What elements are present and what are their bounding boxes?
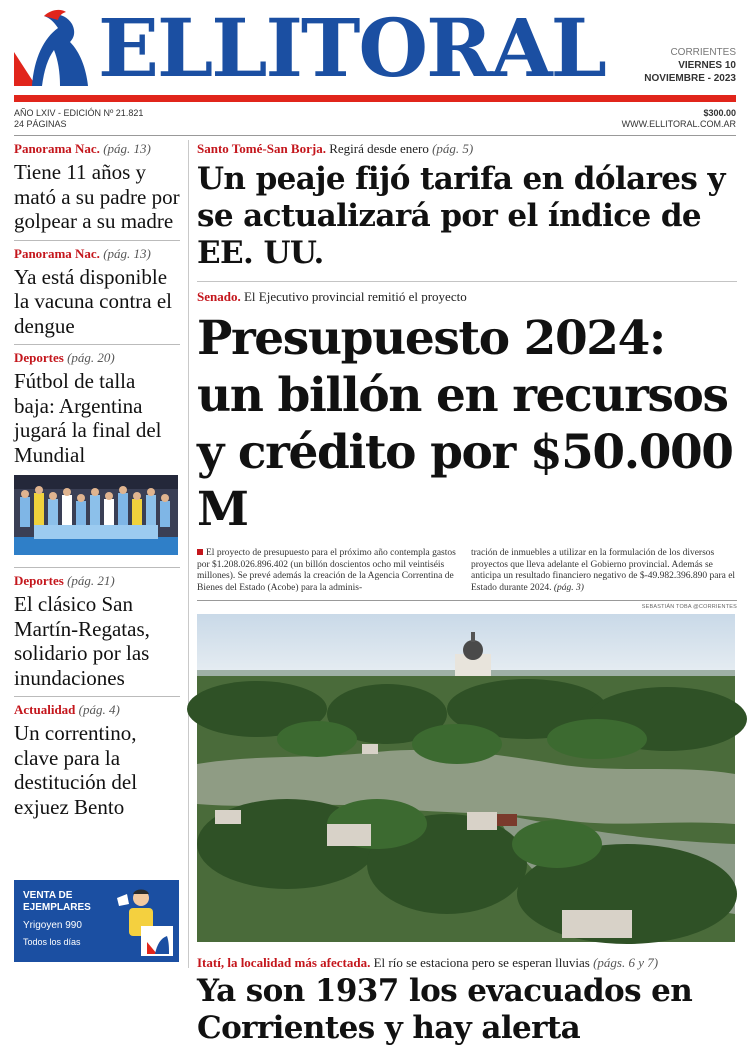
body-column-2: tración de inmuebles a utilizar en la formulación de los diversos proyectos que lleva adelante el Gobierno provincial. Además se anticipa un resultado financiero negativo de $-49.982.396.890 para el Estado durante 2024. (pág. 3)	[471, 548, 736, 593]
newspaper-logo: ELLITORAL	[98, 1, 605, 95]
story-kicker: Deportes (pág. 20)	[14, 350, 115, 365]
date-box	[616, 46, 736, 85]
story-headline: Ya está disponible la vacuna contra el dengue	[14, 264, 172, 338]
story-kicker: Panorama Nac. (pág. 13)	[14, 245, 151, 261]
date-label: NOVIEMBRE - 2023	[644, 73, 736, 84]
left-story-4[interactable]	[14, 572, 180, 690]
divider	[14, 696, 180, 697]
story-presupuesto[interactable]	[197, 288, 737, 592]
story-peaje[interactable]	[197, 140, 737, 272]
promo-title: VENTA DE EJEMPLARES	[23, 890, 91, 913]
flood-aerial-photo	[197, 614, 735, 942]
divider	[14, 344, 180, 345]
edition-number: AÑO LXIV - EDICIÓN Nº 21.821	[14, 108, 144, 118]
edition-info	[14, 108, 143, 130]
header-divider	[14, 135, 736, 136]
page-count: 24 PÁGINAS	[14, 119, 67, 129]
left-story-3[interactable]	[14, 349, 180, 559]
divider	[14, 567, 180, 568]
website-link[interactable]: WWW.ELLITORAL.COM.AR	[621, 119, 736, 129]
story-headline: Ya son 1937 los evacuados en Corrientes y hay alerta	[197, 973, 693, 1046]
story-headline: Un peaje fijó tarifa en dólares y se actualizará por el índice de EE. UU.	[197, 161, 725, 271]
day-label: VIERNES 10	[678, 60, 736, 71]
story-kicker: Itatí, la localidad más afectada. El río se estaciona pero se esperan lluvias (págs. 6 y 7)	[197, 955, 659, 970]
masthead	[14, 1, 736, 95]
price-info	[622, 108, 736, 130]
photo-credit: SEBASTIÁN TOBA @CORRIENTES	[641, 604, 737, 610]
city-label: CORRIENTES	[670, 47, 736, 58]
story-kicker: Actualidad (pág. 4)	[14, 702, 120, 717]
promo-address: Yrigoyen 990	[23, 920, 82, 931]
rooster-logo-icon	[14, 8, 92, 88]
story-itati[interactable]	[197, 954, 737, 1047]
right-column	[197, 140, 737, 1047]
promo-schedule: Todos los días	[23, 937, 81, 947]
left-story-5[interactable]	[14, 701, 180, 819]
left-column	[14, 140, 180, 819]
main-headline: Presupuesto 2024: un billón en recursos y crédito por $50.000 M	[197, 311, 733, 537]
masthead-red-rule	[14, 95, 736, 102]
story-kicker: Deportes (pág. 21)	[14, 573, 115, 588]
story-headline: El clásico San Martín-Regatas, solidario por las inundaciones	[14, 592, 150, 690]
team-photo	[14, 475, 178, 555]
story-headline: Un correntino, clave para la destitución del exjuez Bento	[14, 721, 138, 819]
body-column-1: El proyecto de presupuesto para el próximo año contempla gastos por $1.208.026.896.402 (un billón doscientos ocho mil veintiséis millones). Se prevé además la creación de la Agencia Correntina de Bienes del Estado (Acobe) para la adminis-	[197, 548, 456, 593]
price: $300.00	[703, 108, 736, 118]
story-headline: Fútbol de talla baja: Argentina jugará la final del Mundial	[14, 369, 162, 467]
newspaper-vendor-icon	[111, 886, 175, 958]
divider	[197, 281, 737, 282]
divider	[14, 240, 180, 241]
edition-info-row	[14, 108, 736, 134]
story-kicker: Senado. El Ejecutivo provincial remitió el proyecto	[197, 289, 467, 304]
story-headline: Tiene 11 años y mató a su padre por golpear a su madre	[14, 160, 180, 233]
story-kicker: Panorama Nac. (pág. 13)	[14, 141, 151, 156]
left-story-2[interactable]	[14, 245, 180, 339]
story-kicker: Santo Tomé-San Borja. Regirá desde enero (pág. 5)	[197, 141, 474, 156]
story-body	[197, 548, 737, 592]
sales-promo-box	[14, 880, 179, 962]
left-story-1[interactable]	[14, 140, 180, 234]
bullet-square-icon	[197, 549, 203, 555]
column-divider	[188, 140, 189, 968]
divider	[197, 600, 737, 601]
